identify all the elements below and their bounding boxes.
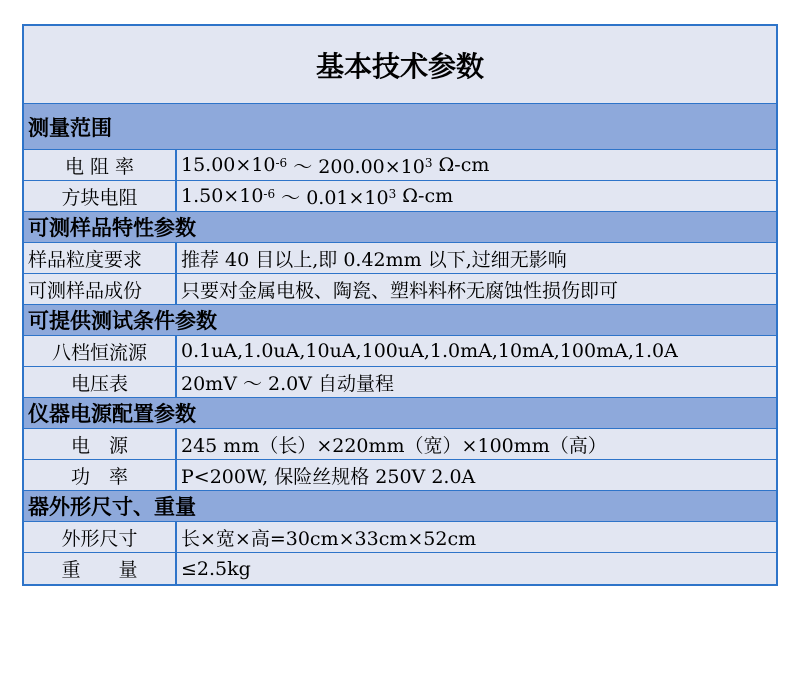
section-heading-measure-range: 测量范围 bbox=[24, 104, 776, 150]
sheet-resistance-max-mantissa: ～ 0.01×10 bbox=[275, 186, 389, 209]
table-row bbox=[24, 460, 776, 491]
row-label-sample-composition: 可测样品成份 bbox=[24, 274, 177, 304]
row-value-voltmeter: 20mV ～ 2.0V 自动量程 bbox=[181, 372, 394, 395]
section-heading-power-config: 仪器电源配置参数 bbox=[24, 398, 776, 429]
resistivity-min-mantissa: 15.00×10 bbox=[181, 154, 276, 176]
table-row bbox=[24, 522, 776, 553]
row-label-voltmeter: 电压表 bbox=[24, 367, 177, 397]
section-heading-dimensions: 器外形尺寸、重量 bbox=[24, 491, 776, 522]
row-value-weight: ≤2.5kg bbox=[181, 557, 251, 580]
row-value-power: P<200W, 保险丝规格 250V 2.0A bbox=[181, 465, 476, 488]
row-value-power-source: 245 mm（长）×220mm（宽）×100mm（高） bbox=[181, 434, 607, 457]
resistivity-max-exponent: 3 bbox=[424, 156, 433, 170]
row-label-resistivity: 电 阻 率 bbox=[24, 150, 177, 180]
resistivity-max-mantissa: ～ 200.00×10 bbox=[287, 155, 425, 178]
table-row bbox=[24, 367, 776, 398]
row-label-weight: 重 量 bbox=[24, 553, 177, 584]
section-heading-sample-params: 可测样品特性参数 bbox=[24, 212, 776, 243]
table-row bbox=[24, 429, 776, 460]
table-row bbox=[24, 553, 776, 584]
section-heading-test-conditions: 可提供测试条件参数 bbox=[24, 305, 776, 336]
row-label-power-source: 电 源 bbox=[24, 429, 177, 459]
table-title: 基本技术参数 bbox=[24, 26, 776, 104]
resistivity-unit: Ω-cm bbox=[432, 154, 490, 176]
row-label-sheet-resistance: 方块电阻 bbox=[24, 181, 177, 211]
resistivity-min-exponent: -6 bbox=[275, 156, 288, 170]
row-value-current-source: 0.1uA,1.0uA,10uA,100uA,1.0mA,10mA,100mA,1.0A bbox=[181, 340, 678, 362]
sheet-resistance-max-exponent: 3 bbox=[388, 187, 397, 201]
row-value-sample-composition: 只要对金属电极、陶瓷、塑料料杯无腐蚀性损伤即可 bbox=[181, 279, 619, 302]
row-value-sheet-resistance bbox=[177, 181, 776, 211]
sheet-resistance-unit: Ω-cm bbox=[396, 185, 454, 207]
table-row bbox=[24, 336, 776, 367]
row-label-particle-size: 样品粒度要求 bbox=[24, 243, 177, 273]
spec-table bbox=[22, 24, 778, 586]
row-value-resistivity bbox=[177, 150, 776, 180]
row-label-dimensions: 外形尺寸 bbox=[24, 522, 177, 552]
row-value-particle-size: 推荐 40 目以上,即 0.42mm 以下,过细无影响 bbox=[181, 248, 567, 271]
row-label-current-source: 八档恒流源 bbox=[24, 336, 177, 366]
table-row bbox=[24, 274, 776, 305]
row-value-dimensions: 长×宽×高=30cm×33cm×52cm bbox=[181, 527, 477, 550]
table-row bbox=[24, 243, 776, 274]
sheet-resistance-min-mantissa: 1.50×10 bbox=[181, 185, 264, 207]
row-label-power: 功 率 bbox=[24, 460, 177, 490]
table-row-sheet-resistance bbox=[24, 181, 776, 212]
table-row-resistivity bbox=[24, 150, 776, 181]
sheet-resistance-min-exponent: -6 bbox=[263, 187, 276, 201]
